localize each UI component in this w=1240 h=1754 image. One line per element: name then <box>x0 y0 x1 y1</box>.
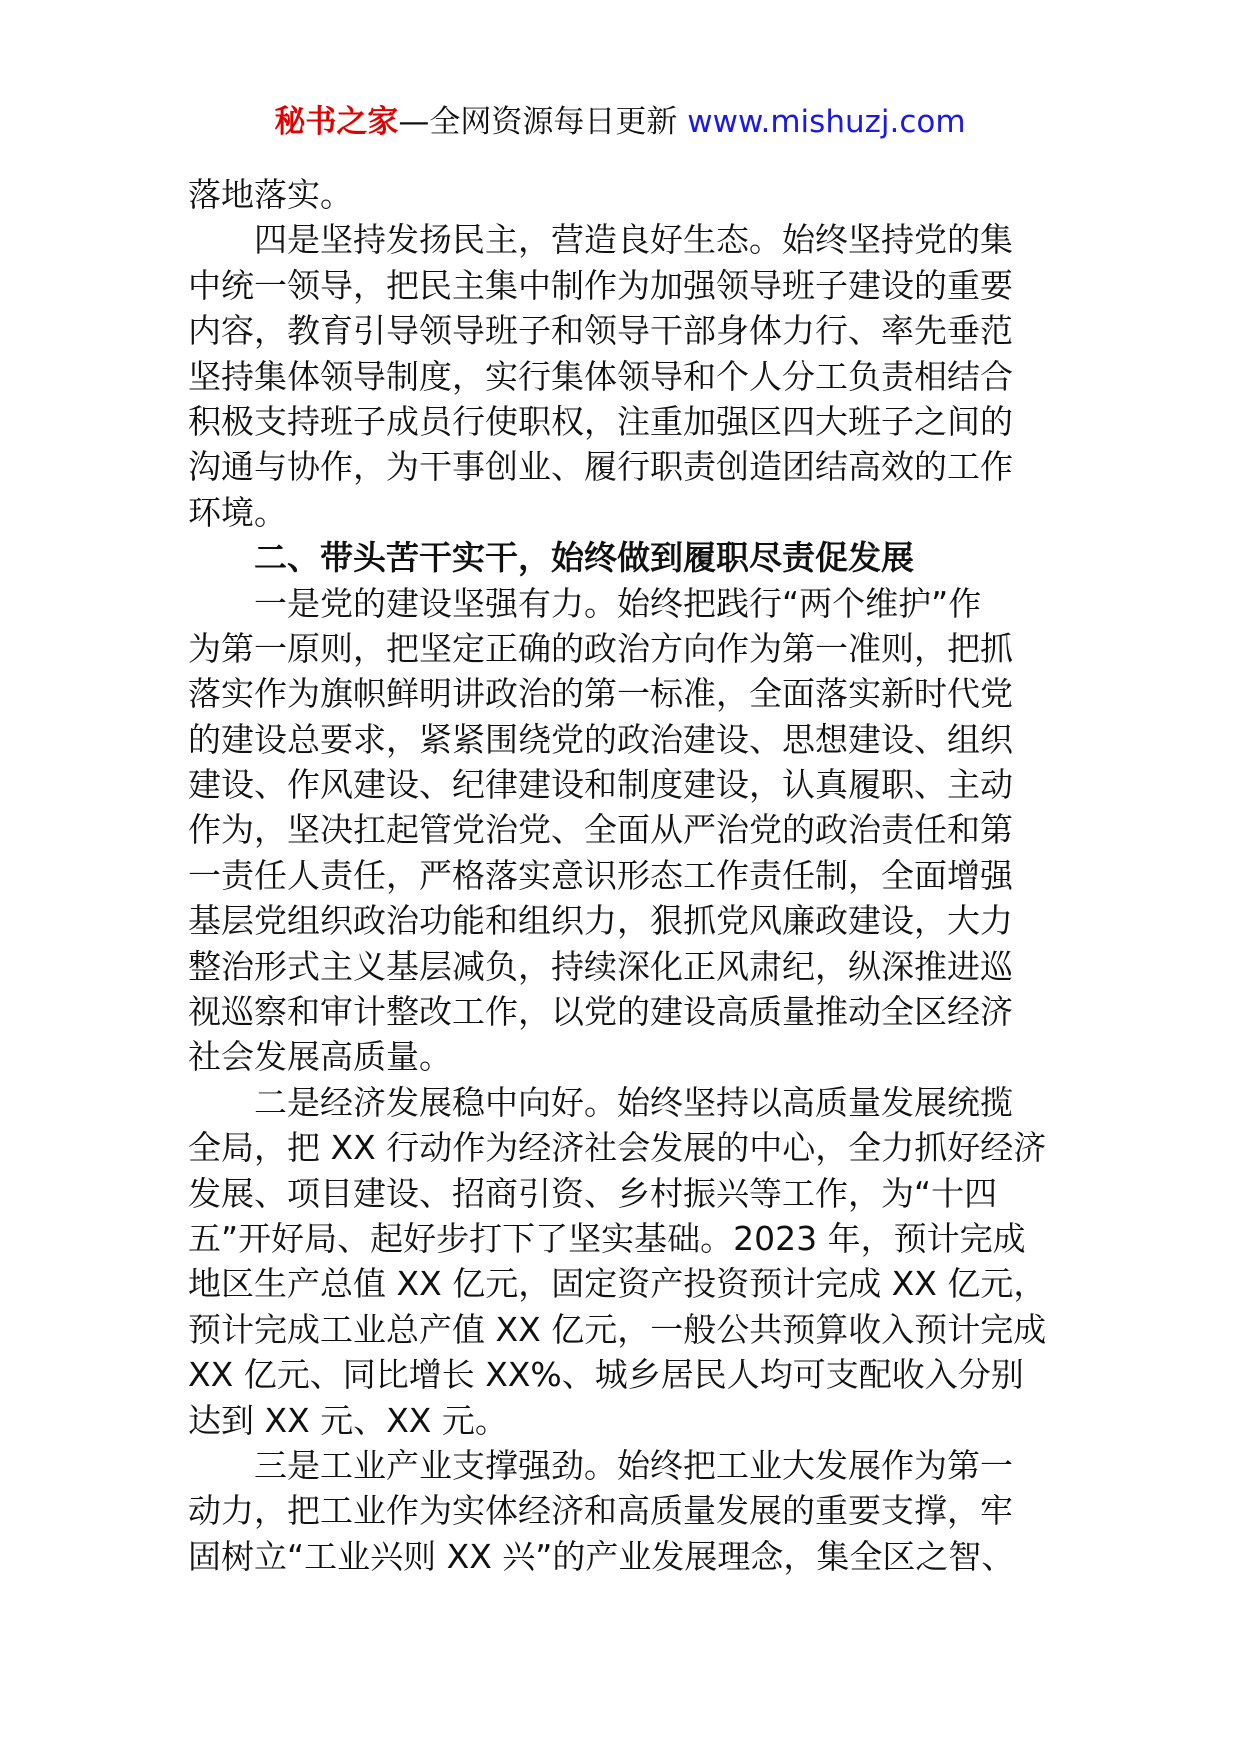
text-line: 基层党组织政治功能和组织力，狠抓党风廉政建设，大力 <box>188 901 1013 941</box>
text-line: 动力，把工业作为实体经济和高质量发展的重要支撑，牢 <box>188 1491 1013 1531</box>
text-line: 全局，把 XX 行动作为经济社会发展的中心，全力抓好经济 <box>188 1128 1047 1168</box>
text-line: 落地落实。 <box>188 175 353 214</box>
text-line: 坚持集体领导制度，实行集体领导和个人分工负责相结合 <box>188 356 1013 396</box>
text-line: 内容，教育引导领导班子和领导干部身体力行、率先垂范 <box>188 311 1013 351</box>
text-line: 建设、作风建设、纪律建设和制度建设，认真履职、主动 <box>188 765 1013 805</box>
brand-name: 秘书之家 <box>274 104 399 140</box>
text-line: 一是党的建设坚强有力。始终把践行“两个维护”作 <box>254 583 982 623</box>
text-line: 三是工业产业支撑强劲。始终把工业大发展作为第一 <box>254 1445 1013 1485</box>
text-line: 预计完成工业总产值 XX 亿元，一般公共预算收入预计完成 <box>188 1309 1047 1349</box>
text-line: XX 亿元、同比增长 XX%、城乡居民人均可支配收入分别 <box>188 1355 1024 1395</box>
section-heading: 二、带头苦干实干，始终做到履职尽责促发展 <box>254 538 914 578</box>
text-line: 整治形式主义基层减负，持续深化正风肃纪，纵深推进巡 <box>188 946 1013 986</box>
header-tagline: —全网资源每日更新 <box>398 104 678 140</box>
site-header <box>0 102 1240 142</box>
text-line: 一责任人责任，严格落实意识形态工作责任制，全面增强 <box>188 855 1013 895</box>
text-line: 落实作为旗帜鲜明讲政治的第一标准，全面落实新时代党 <box>188 674 1013 714</box>
text-line: 的建设总要求，紧紧围绕党的政治建设、思想建设、组织 <box>188 719 1013 759</box>
text-line: 地区生产总值 XX 亿元，固定资产投资预计完成 XX 亿元， <box>188 1264 1047 1304</box>
text-line: 积极支持班子成员行使职权，注重加强区四大班子之间的 <box>188 401 1013 441</box>
text-line: 环境。 <box>188 492 287 532</box>
text-line: 为第一原则，把坚定正确的政治方向作为第一准则，把抓 <box>188 628 1013 668</box>
text-line: 发展、项目建设、招商引资、乡村振兴等工作，为“十四 <box>188 1173 998 1213</box>
text-line: 四是坚持发扬民主，营造良好生态。始终坚持党的集 <box>254 220 1013 260</box>
text-line: 沟通与协作，为干事创业、履行职责创造团结高效的工作 <box>188 447 1013 487</box>
text-line: 视巡察和审计整改工作，以党的建设高质量推动全区经济 <box>188 992 1013 1032</box>
text-line: 作为，坚决扛起管党治党、全面从严治党的政治责任和第 <box>188 810 1013 850</box>
site-url-link[interactable]: www.mishuzj.com <box>687 104 966 140</box>
text-line: 中统一领导，把民主集中制作为加强领导班子建设的重要 <box>188 265 1013 305</box>
document-body <box>188 172 1058 1579</box>
text-line: 二是经济发展稳中向好。始终坚持以高质量发展统揽 <box>254 1082 1013 1122</box>
text-line: 五”开好局、起好步打下了坚实基础。2023 年，预计完成 <box>188 1218 1026 1258</box>
text-line: 达到 XX 元、XX 元。 <box>188 1400 508 1440</box>
text-line: 固树立“工业兴则 XX 兴”的产业发展理念，集全区之智、 <box>188 1536 1015 1576</box>
text-line: 社会发展高质量。 <box>188 1037 452 1077</box>
